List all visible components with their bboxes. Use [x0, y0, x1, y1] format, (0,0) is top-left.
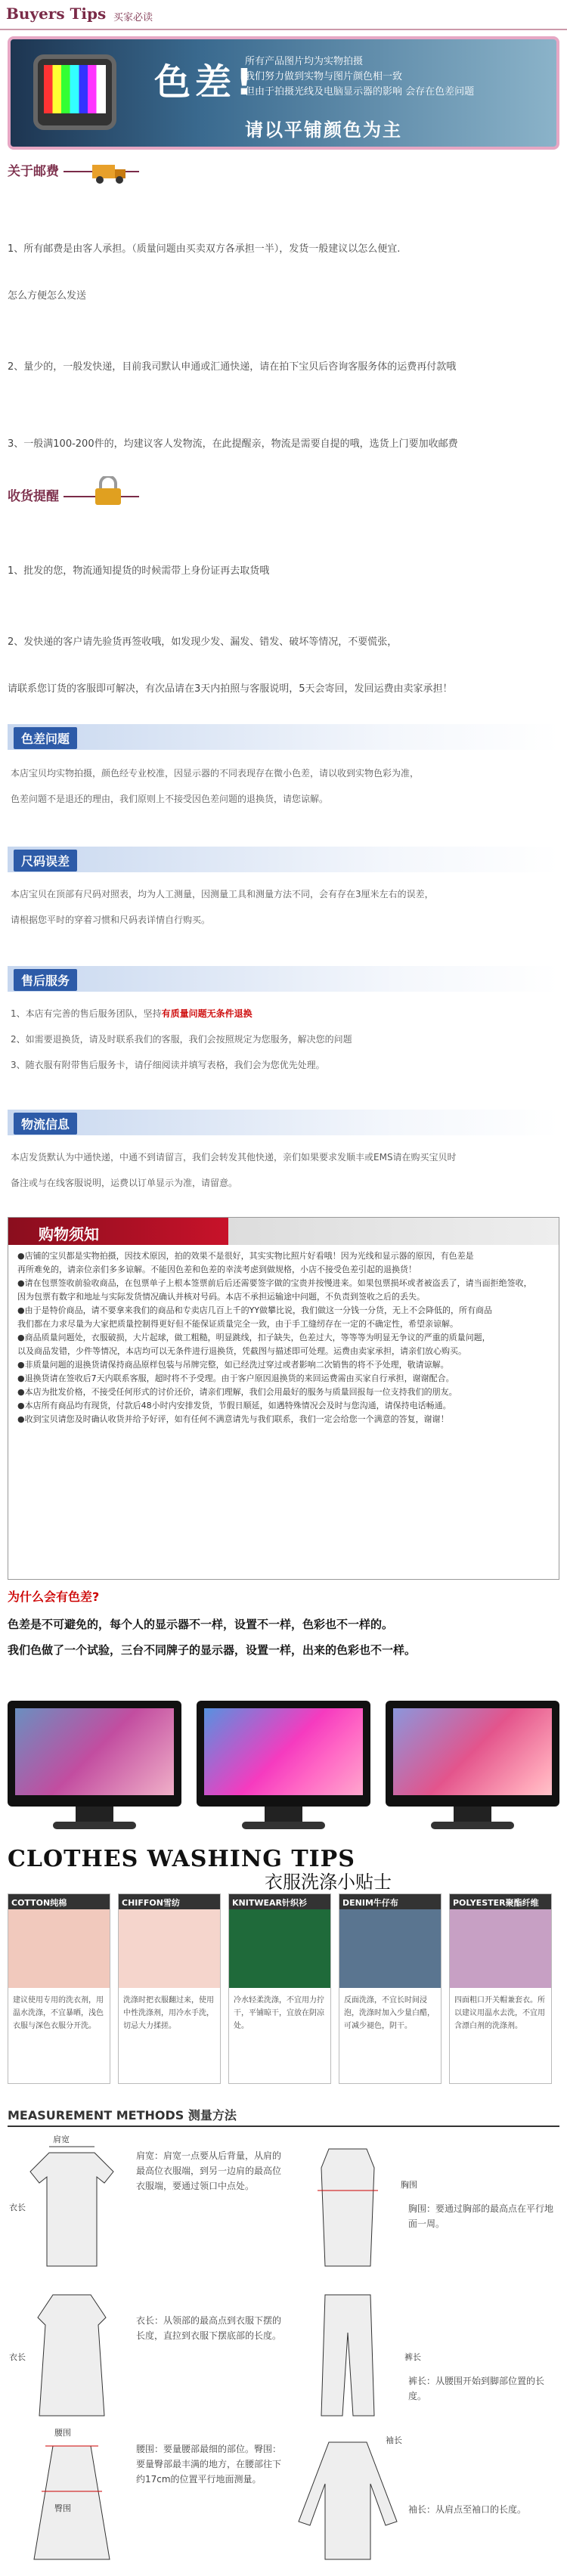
notice-line: ●本店为批发价格，不接受任何形式的讨价还价，请亲们理解，我们会用最好的服务与质量回报每一位支持我们的朋友。	[17, 1387, 457, 1397]
banner-lines	[245, 54, 547, 100]
size-line: 请根据您平时的穿着习惯和尺码表详情自行购买。	[11, 915, 211, 925]
measure-text: 衣长：从领部的最高点到衣服下摆的长度，直拉到衣服下摆底部的长度。	[136, 2315, 282, 2341]
label-waist: 腰围	[54, 2428, 71, 2438]
notice-line: 我们都在力求尽量为大家把质量控制得更好但不能保证质量完全一致，由于手工缝纫存在一定的不确定性，希望亲谅解。	[17, 1319, 458, 1329]
banner-line: 所有产品图片均为实物拍摄	[245, 56, 364, 67]
receipt-title-text: 收货提醒	[8, 489, 59, 504]
fabric-swatch	[450, 1909, 551, 1988]
measurement-title: MEASUREMENT METHODS 测量方法	[8, 2108, 237, 2122]
color-line: 色差问题不是退还的理由，我们原则上不接受因色差问题的退换货，请您谅解。	[11, 794, 329, 804]
size-line: 本店宝贝在顶部有尺码对照表，均为人工测量，因测量工具和测量方法不同，会有存在3厘米左右的误差，	[11, 889, 434, 899]
diff-question: 为什么会有色差?	[8, 1590, 100, 1604]
logistics-section-title: 物流信息	[14, 1113, 77, 1135]
service-highlight: 有质量问题无条件退换	[161, 1008, 253, 1019]
service-line	[11, 1004, 555, 1023]
banner-line: 但由于拍摄光线及电脑显示器的影响 会存在色差问题	[245, 86, 475, 98]
delivery-icon	[91, 157, 129, 184]
color-section-title: 色差问题	[14, 727, 77, 749]
fabric-label: CHIFFON雪纺	[119, 1894, 220, 1909]
notice-line: ●退换货请在签收后7天内联系客服，超时将不予受理。由于客户原因退换货的来回运费需由买家自行承担，谢谢配合。	[17, 1373, 454, 1383]
fabric-card	[339, 1893, 442, 2084]
receipt-item: 请联系您订货的客服即可解决，有次品请在3天内拍照与客服说明，5天会寄回，发回运费由卖家承担！	[8, 683, 453, 695]
fabric-swatch	[339, 1909, 441, 1988]
fabric-card	[449, 1893, 552, 2084]
shopping-notice	[8, 1217, 559, 1580]
header	[0, 0, 567, 30]
notice-line: ●请在包票签收前验收商品，在包票单子上根本签票前后后还需要签字做的宝贵并按慢进来。如果包票损坏或者被盗丢了，请当面拒绝签收，	[17, 1278, 532, 1288]
monitor-comparison	[8, 1701, 559, 1844]
postage-item: 3、一般满100-200件的，均建议客人发物流，在此提醒亲，物流是需要自提的哦，选货上门要加收邮费	[8, 438, 458, 450]
header-title: Buyers Tips	[6, 5, 107, 23]
service-line: 2、如需要退换货，请及时联系我们的客服，我们会按照规定为您服务，解决您的问题	[11, 1034, 352, 1045]
notice-header	[8, 1218, 559, 1245]
label-bust: 胸围	[401, 2180, 417, 2190]
fabric-card	[118, 1893, 221, 2084]
monitor-image	[386, 1701, 559, 1837]
fabric-label: POLYESTER聚酯纤维	[450, 1894, 551, 1909]
postage-item: 1、所有邮费是由客人承担。（质量问题由买卖双方各承担一半），发货一般建议以怎么便宜.	[8, 243, 401, 255]
label-length: 衣长	[9, 2352, 26, 2362]
fabric-card	[228, 1893, 331, 2084]
dress-figure-icon	[15, 2287, 129, 2423]
fabric-desc: 建议使用专用的洗衣剂，用温水洗涤，不宜暴晒，浅色衣服与深色衣服分开洗。	[13, 1996, 104, 2030]
logistics-section-bar	[8, 1110, 559, 1135]
service-section-bar	[8, 966, 559, 992]
postage-item: 2、量少的，一般发快递，目前我司默认申通或汇通快递，请在拍下宝贝后咨询客服务体的运费再付款哦	[8, 361, 457, 373]
size-section-title: 尺码误差	[14, 850, 77, 872]
label-pants: 裤长	[404, 2352, 421, 2362]
header-subtitle: 买家必读	[113, 12, 153, 23]
skirt-figure-icon	[15, 2431, 129, 2567]
fabric-swatch	[119, 1909, 220, 1988]
banner-headline: 色差!	[154, 61, 257, 104]
top-figure-icon	[15, 2138, 129, 2274]
fabric-label: KNITWEAR针织衫	[229, 1894, 330, 1909]
notice-body	[8, 1245, 559, 1431]
measure-row	[8, 2283, 559, 2430]
measure-text: 裤长：从腰围开始到脚部位置的长度。	[408, 2376, 545, 2401]
notice-title: 购物须知	[39, 1225, 99, 1243]
size-section-bar	[8, 847, 559, 872]
logistics-line: 本店发货默认为中通快递，中通不到请留言，我们会转发其他快递，亲们如果要求发顺丰或EMS请在购买宝贝时	[11, 1152, 457, 1163]
diff-line: 色差是不可避免的，每个人的显示器不一样，设置不一样，色彩也不一样的。	[8, 1618, 394, 1631]
washing-title-en: CLOTHES WASHING TIPS	[8, 1846, 355, 1872]
notice-line: ●商品质量问题处，衣服破损，大片起球，做工粗糙，明显跳线，扣子缺失，色差过大，等等等为明显无争议的严重的质量问题，	[17, 1333, 491, 1342]
postage-title-text: 关于邮费	[8, 164, 59, 179]
measure-text: 腰围：要量腰部最细的部位。臀围：要量臀部最丰满的地方，在腰部往下约17cm的位置平行地面测量。	[136, 2444, 282, 2485]
color-section-bar	[8, 724, 559, 750]
measure-row	[8, 2426, 559, 2570]
notice-line: ●由于是特价商品，请不要拿来我们的商品和专卖店几百上千的YY做攀比说，我们做这一分钱一分货，无上不会降低的，所有商品	[17, 1305, 493, 1315]
receipt-item: 1、批发的您，物流通知提货的时候需带上身份证再去取货哦	[8, 565, 270, 577]
receipt-item: 2、发快递的客户请先验货再签收哦，如发现少发、漏发、错发、破坏等情况，不要慌张，	[8, 636, 398, 648]
fabric-card	[8, 1893, 110, 2084]
label-length: 衣长	[9, 2203, 26, 2212]
measure-row	[8, 2133, 559, 2280]
measure-text: 袖长：从肩点至袖口的长度。	[408, 2504, 527, 2515]
washing-title-cn: 衣服洗涤小贴士	[265, 1872, 392, 1893]
postage-item: 怎么方便怎么发送	[8, 290, 87, 302]
lock-icon	[89, 476, 127, 503]
fabric-desc: 洗涤时把衣服翻过来，使用中性洗涤剂，用冷水手洗，切忌大力揉搓。	[123, 1996, 214, 2030]
label-sleeve: 袖长	[386, 2435, 402, 2445]
color-line: 本店宝贝均实物拍摄，颜色经专业校准，因显示器的不同表现存在微小色差，请以收到实物色彩为准，	[11, 768, 420, 779]
measurement-header	[8, 2101, 559, 2127]
notice-line: ●收到宝贝请您及时确认收货并给予好评，如有任何不满意请先与我们联系，我们一定会给您一个满意的答复，谢谢！	[17, 1414, 449, 1424]
color-banner	[8, 36, 559, 150]
vest-figure-icon	[291, 2138, 404, 2274]
fabric-desc: 反面洗涤，不宜长时间浸泡，洗涤时加入少量白醋，可减少褪色，阴干。	[344, 1996, 435, 2030]
monitor-image	[197, 1701, 370, 1837]
fabric-label: COTTON纯棉	[8, 1894, 110, 1909]
banner-line: 我们努力做到实物与图片颜色相一致	[245, 71, 403, 82]
logistics-line: 备注或与在线客服说明，运费以订单显示为准，请留意。	[11, 1178, 238, 1188]
diff-line: 我们色做了一个试验，三台不同牌子的显示器，设置一样，出来的色彩也不一样。	[8, 1643, 417, 1657]
service-section-title: 售后服务	[14, 969, 77, 991]
washing-header	[8, 1844, 559, 1893]
notice-line: 因为包票有数字和地址与实际发货情况确认并核对号码。本店不承担运输途中问题，不负责到签收之后的丢失。	[17, 1292, 425, 1302]
fabric-desc: 冷水轻柔洗涤，不宜用力拧干，平铺晾干，宜放在阴凉处。	[234, 1996, 324, 2030]
fabric-swatch	[229, 1909, 330, 1988]
notice-line: ●本店所有商品均有现货，付款后48小时内安排发货，节假日顺延，如遇特殊情况会及时与您沟通，请保持电话畅通。	[17, 1401, 451, 1410]
banner-footer: 请以平铺颜色为主	[245, 119, 402, 141]
notice-line: ●非质量问题的退换货请保持商品原样包装与吊牌完整，如已经洗过穿过或者影响二次销售的将不予处理，敬请谅解。	[17, 1360, 449, 1370]
sweater-figure-icon	[291, 2431, 404, 2567]
service-line-text: 1、本店有完善的售后服务团队，坚持	[11, 1008, 162, 1019]
notice-line: ●店铺的宝贝都是实物拍摄，因技术原因，拍的效果不是很好，其实实物比照片好看哦！因为光线和显示器的原因，有色差是	[17, 1251, 474, 1261]
pants-figure-icon	[291, 2287, 404, 2423]
fabric-label: DENIM牛仔布	[339, 1894, 441, 1909]
notice-line: 以及商品发错，少件等情况，本店均可以无条件进行退换货，凭截图与描述即可处理。运费由卖家承担，请亲们放心购买。	[17, 1346, 466, 1356]
notice-line: 再所难免的，请亲位亲们多多谅解。不能因色差和色差的幸渎考虑到做规格，小店不接受色差引起的退换货！	[17, 1265, 417, 1274]
measure-text: 肩宽：肩宽一点要从后背量，从肩的最高位衣服端，到另一边肩的最高位衣服端，要通过领口中点处。	[136, 2150, 282, 2191]
fabric-desc: 四面粗口开关帽兼套衣。所以建议用温水去洗，不宜用含漂白剂的洗涤剂。	[454, 1996, 545, 2030]
label-hip: 臀围	[54, 2503, 71, 2513]
measure-text: 胸围：要通过胸部的最高点在平行地面一周。	[408, 2203, 554, 2229]
label-shoulder: 肩宽	[53, 2135, 70, 2144]
tv-icon	[33, 54, 116, 130]
monitor-image	[8, 1701, 181, 1837]
service-line: 3、随衣服有附带售后服务卡，请仔细阅读并填写表格，我们会为您优先处理。	[11, 1060, 325, 1070]
fabric-swatch	[8, 1909, 110, 1988]
